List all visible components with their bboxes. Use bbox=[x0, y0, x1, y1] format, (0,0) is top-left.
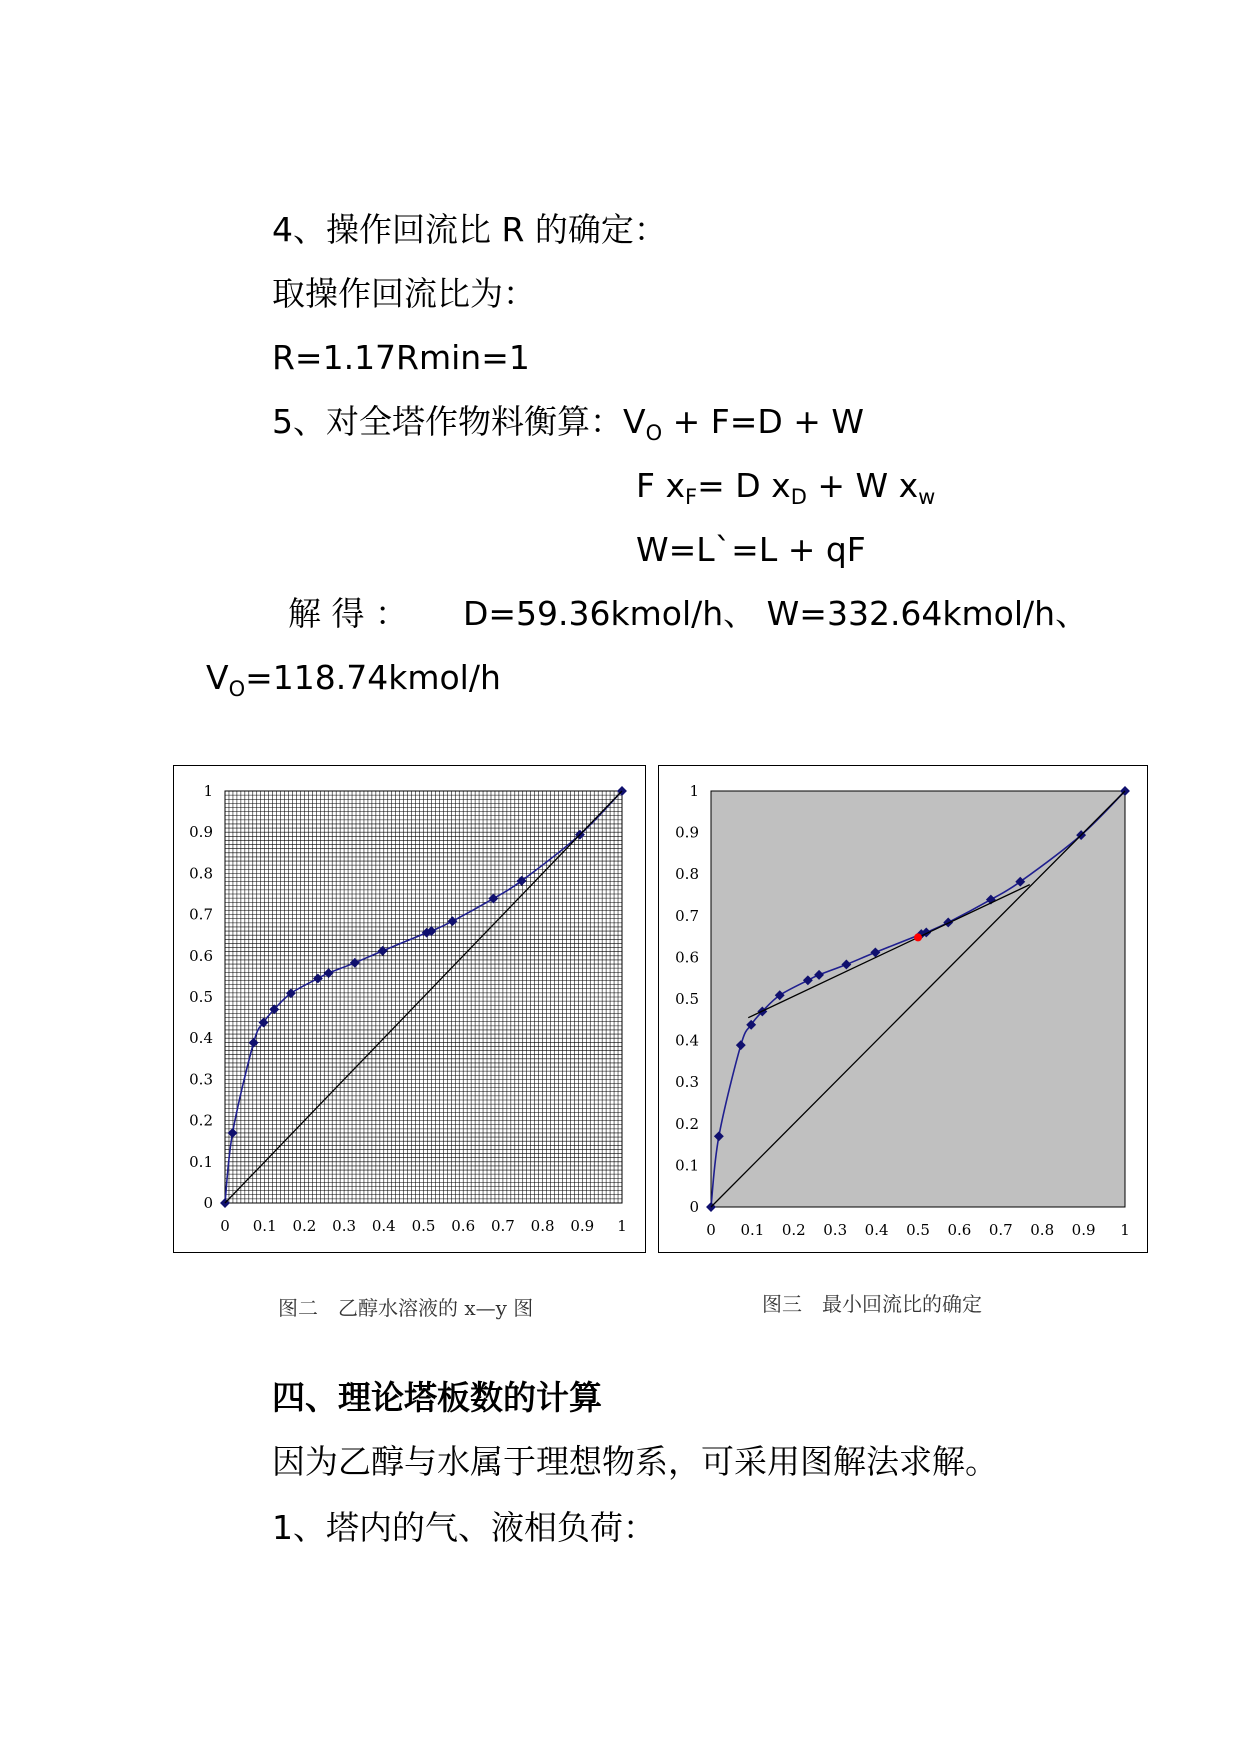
line-reflux-ratio-heading: 4、操作回流比 R 的确定： bbox=[272, 210, 667, 249]
line-material-balance bbox=[272, 402, 865, 445]
line-r-equation: R=1.17Rmin=1 bbox=[272, 338, 530, 377]
x-tick-label: 0.9 bbox=[570, 1217, 595, 1235]
vo-suffix: =118.74kmol/h bbox=[245, 658, 501, 697]
chart-min-reflux bbox=[658, 765, 1148, 1253]
section-heading: 四、理论塔板数的计算 bbox=[272, 1378, 602, 1417]
x-tick-label: 0.6 bbox=[451, 1217, 476, 1235]
x-tick-label: 0.8 bbox=[1030, 1221, 1055, 1239]
solution-label: 解 得 ： bbox=[288, 594, 408, 633]
x-tick-label: 0.3 bbox=[823, 1221, 848, 1239]
feed-point-marker bbox=[914, 933, 922, 941]
x-tick-label: 0.4 bbox=[864, 1221, 889, 1239]
y-tick-label: 0.7 bbox=[189, 905, 213, 924]
solution-values: D=59.36kmol/h、 W=332.64kmol/h、 bbox=[463, 594, 1089, 633]
x-tick-label: 0.9 bbox=[1071, 1221, 1096, 1239]
x-tick-label: 0.1 bbox=[740, 1221, 765, 1239]
subscript-w: w bbox=[918, 485, 936, 509]
line-w-equation: W=L`=L + qF bbox=[636, 530, 866, 569]
chart-xy-equilibrium bbox=[173, 765, 646, 1253]
x-tick-label: 0.2 bbox=[781, 1221, 806, 1239]
y-tick-label: 0.9 bbox=[189, 823, 213, 842]
caption-figure-3: 图三 最小回流比的确定 bbox=[762, 1292, 982, 1316]
y-tick-label: 0.3 bbox=[189, 1070, 213, 1089]
subscript-f: F bbox=[685, 485, 698, 509]
x-tick-label: 0.7 bbox=[490, 1217, 515, 1235]
material-balance-suffix: + F=D + W bbox=[672, 402, 865, 441]
y-tick-label: 0.8 bbox=[189, 864, 213, 883]
line-ideal-system: 因为乙醇与水属于理想物系，可采用图解法求解。 bbox=[272, 1442, 998, 1481]
y-tick-label: 0.4 bbox=[189, 1029, 213, 1048]
x-tick-label: 0.2 bbox=[292, 1217, 317, 1235]
y-tick-label: 0.9 bbox=[675, 823, 699, 842]
y-tick-label: 0 bbox=[203, 1194, 213, 1212]
x-tick-label: 0 bbox=[220, 1217, 230, 1235]
subscript-o-2: O bbox=[228, 677, 246, 701]
material-balance-prefix: 5、对全塔作物料衡算：V bbox=[272, 402, 646, 441]
x-tick-label: 1 bbox=[1120, 1221, 1130, 1239]
eq-part-b: = D x bbox=[697, 466, 791, 505]
vo-prefix: V bbox=[206, 658, 229, 697]
chart-min-reflux-svg bbox=[659, 766, 1149, 1254]
caption-figure-2: 图二 乙醇水溶液的 x—y 图 bbox=[278, 1296, 534, 1320]
y-tick-label: 0.1 bbox=[675, 1156, 699, 1175]
x-tick-label: 0.5 bbox=[411, 1217, 436, 1235]
y-tick-label: 0.5 bbox=[675, 990, 699, 1008]
y-tick-label: 0.6 bbox=[675, 948, 699, 967]
y-tick-label: 0.1 bbox=[189, 1152, 213, 1171]
line-solution bbox=[288, 594, 1089, 634]
x-tick-label: 0.3 bbox=[332, 1217, 357, 1235]
x-tick-label: 0.7 bbox=[988, 1221, 1013, 1239]
y-tick-label: 0.3 bbox=[675, 1073, 699, 1092]
y-tick-label: 0.7 bbox=[675, 906, 699, 925]
y-tick-label: 0.5 bbox=[189, 988, 213, 1006]
y-tick-label: 1 bbox=[689, 782, 699, 800]
x-tick-label: 0 bbox=[706, 1221, 716, 1239]
eq-part-a: F x bbox=[636, 466, 686, 505]
x-tick-label: 0.5 bbox=[906, 1221, 930, 1239]
y-tick-label: 0.6 bbox=[189, 946, 213, 965]
y-tick-label: 1 bbox=[203, 782, 213, 800]
x-tick-label: 0.8 bbox=[530, 1217, 555, 1235]
y-tick-label: 0.2 bbox=[675, 1114, 699, 1133]
line-vo-result bbox=[206, 658, 501, 701]
x-tick-label: 0.6 bbox=[947, 1221, 972, 1239]
line-component-balance bbox=[636, 466, 936, 509]
chart-xy-svg bbox=[174, 766, 647, 1254]
x-tick-label: 0.1 bbox=[252, 1217, 277, 1235]
line-take-reflux: 取操作回流比为： bbox=[272, 274, 536, 313]
x-tick-label: 0.4 bbox=[371, 1217, 396, 1235]
y-tick-label: 0.2 bbox=[189, 1111, 213, 1130]
eq-part-c: + W x bbox=[817, 466, 919, 505]
y-tick-label: 0.4 bbox=[675, 1031, 699, 1050]
x-tick-label: 1 bbox=[617, 1217, 627, 1235]
y-tick-label: 0 bbox=[689, 1198, 699, 1216]
y-tick-label: 0.8 bbox=[675, 865, 699, 884]
subscript-o: O bbox=[645, 421, 663, 445]
line-vapor-liquid-load: 1、塔内的气、液相负荷： bbox=[272, 1508, 656, 1547]
subscript-d: D bbox=[790, 485, 807, 509]
